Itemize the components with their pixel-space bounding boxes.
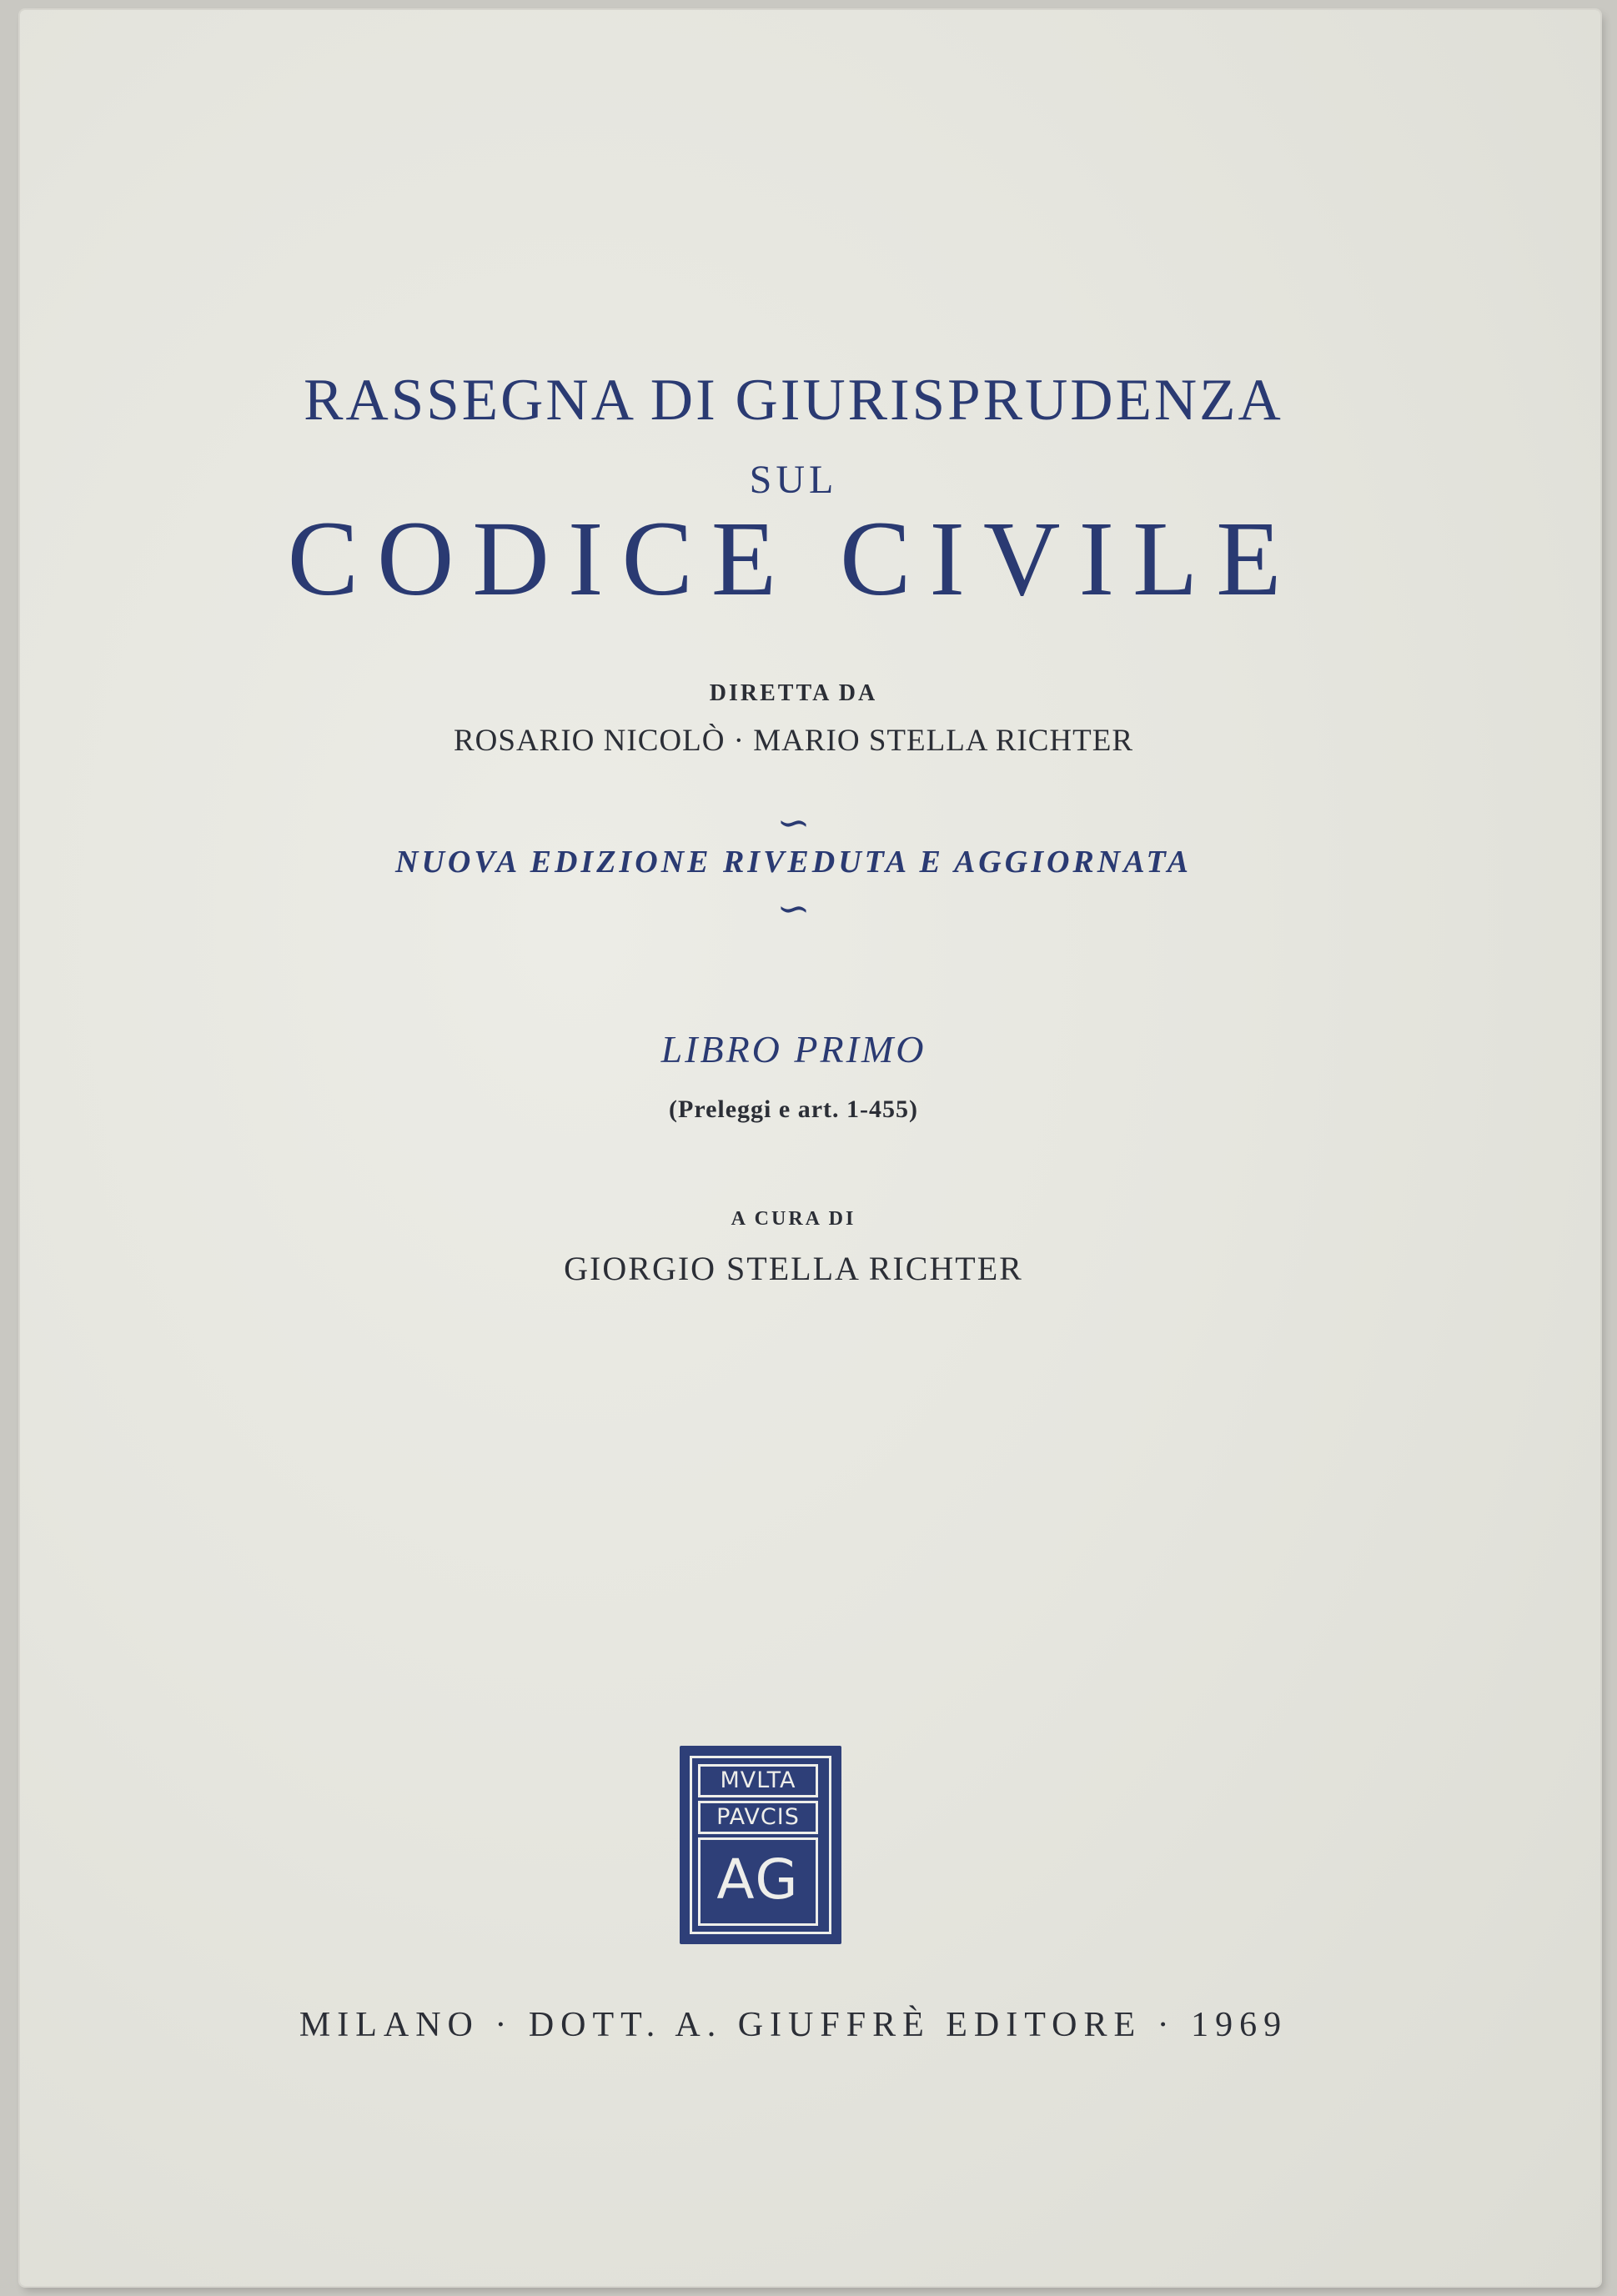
logo-monogram: AG bbox=[698, 1837, 818, 1926]
book-cover bbox=[20, 10, 1600, 2286]
publisher-logo bbox=[680, 1746, 841, 1944]
series-title: RASSEGNA DI GIURISPRUDENZA bbox=[304, 368, 1283, 433]
ornament-top: ∽ bbox=[776, 801, 811, 845]
ornament-bottom: ∽ bbox=[776, 887, 811, 931]
volume-title: LIBRO PRIMO bbox=[660, 1028, 927, 1070]
edition-statement: NUOVA EDIZIONE RIVEDUTA E AGGIORNATA bbox=[395, 845, 1192, 880]
directors: ROSARIO NICOLÒ · MARIO STELLA RICHTER bbox=[453, 724, 1134, 758]
logo-motto-top: MVLTA bbox=[698, 1764, 818, 1797]
logo-motto-bottom: PAVCIS bbox=[698, 1801, 818, 1834]
directed-by-label: DIRETTA DA bbox=[709, 680, 878, 706]
main-title: CODICE CIVILE bbox=[287, 499, 1300, 618]
edited-by-label: A CURA DI bbox=[731, 1208, 856, 1230]
editor-name: GIORGIO STELLA RICHTER bbox=[564, 1250, 1023, 1287]
series-connector: SUL bbox=[749, 458, 838, 502]
publisher-imprint: MILANO · DOTT. A. GIUFFRÈ EDITORE · 1969 bbox=[299, 2006, 1288, 2044]
volume-scope: (Preleggi e art. 1-455) bbox=[669, 1095, 918, 1123]
